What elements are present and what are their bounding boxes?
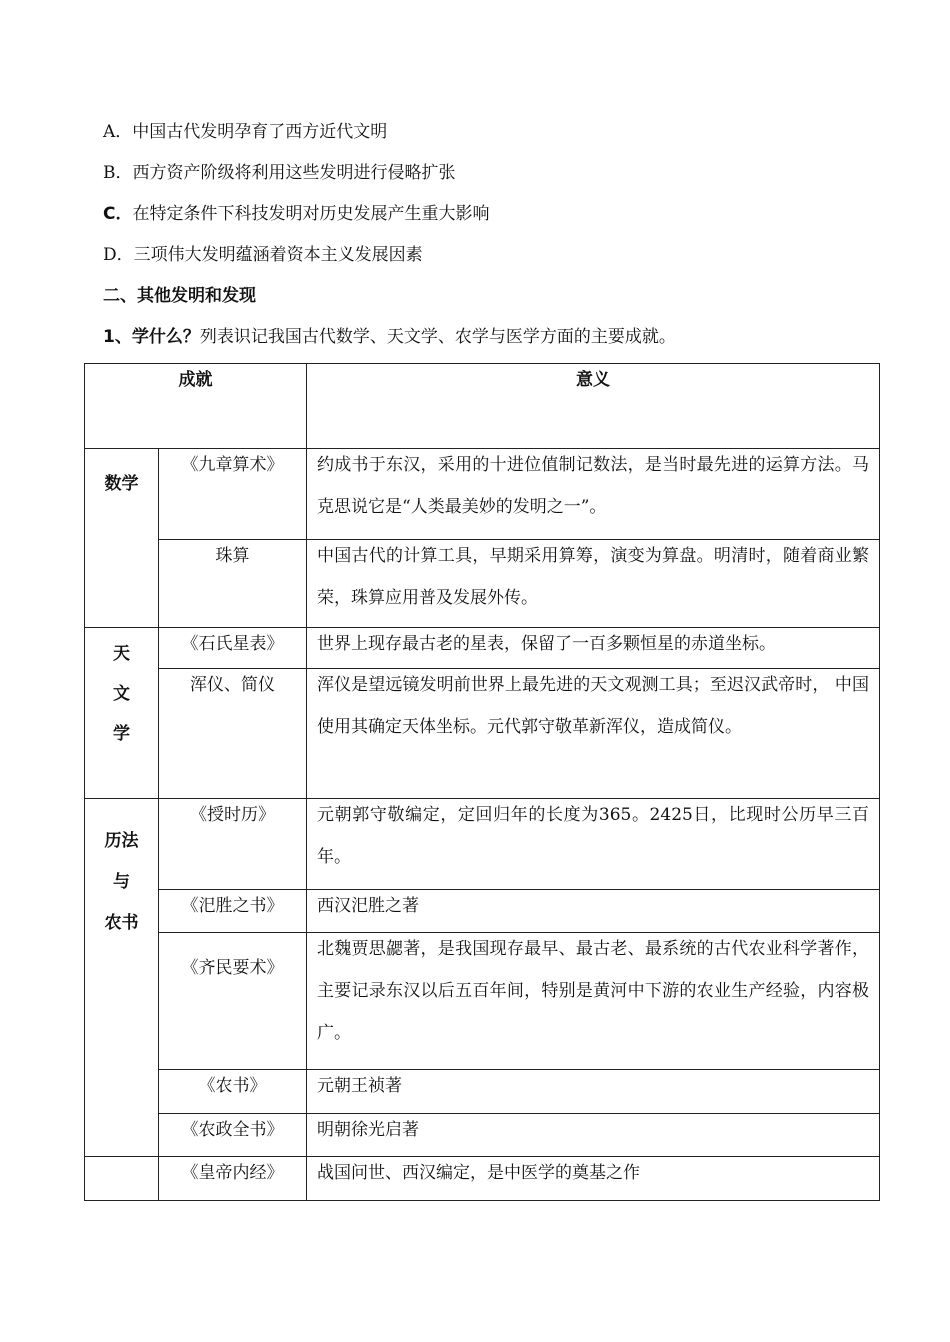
- category-math: 数学: [85, 449, 159, 628]
- item-meaning: 世界上现存最古老的星表，保留了一百多颗恒星的赤道坐标。: [307, 628, 880, 669]
- table-row: [85, 799, 880, 890]
- category-calendar-agri: [85, 799, 159, 1157]
- section-title: 二、其他发明和发现: [103, 286, 256, 306]
- question-line: [103, 325, 676, 349]
- table-row: [85, 540, 880, 628]
- table-header-row: [85, 364, 880, 449]
- category-calendar-agri-part: 与: [113, 872, 130, 892]
- question-text: 列表识记我国古代数学、天文学、农学与医学方面的主要成就。: [199, 327, 676, 347]
- table-row: [85, 890, 880, 933]
- item-meaning: [307, 540, 880, 628]
- item-name: 《农书》: [159, 1070, 307, 1114]
- category-calendar-agri-part: 农书: [104, 913, 139, 933]
- table-row: [85, 1114, 880, 1157]
- header-meaning: 意义: [307, 364, 880, 449]
- option-b: B．西方资产阶级将利用这些发明进行侵略扩张: [103, 163, 456, 183]
- option-c: [103, 202, 489, 226]
- category-astronomy-char: 文: [113, 684, 130, 704]
- category-calendar-agri-part: 历法: [104, 831, 139, 851]
- achievements-table: [84, 363, 880, 1201]
- item-meaning-text: 元朝郭守敬编定，定回归年的长度为365。2425日，比现时公历早三百年。: [317, 805, 869, 867]
- item-meaning: 西汉汜胜之著: [307, 890, 880, 933]
- item-meaning: 战国问世、西汉编定，是中医学的奠基之作: [307, 1157, 880, 1201]
- category-astronomy-char: 学: [113, 724, 130, 744]
- item-name: 《农政全书》: [159, 1114, 307, 1157]
- table-row: [85, 628, 880, 669]
- item-meaning-text: 约成书于东汉，采用的十进位值制记数法，是当时最先进的运算方法。马克思说它是“人类最美妙的发明之一”。: [317, 455, 869, 517]
- item-name: 《皇帝内经》: [159, 1157, 307, 1201]
- option-c-letter: C．: [103, 204, 133, 224]
- item-name: 《汜胜之书》: [159, 890, 307, 933]
- category-astronomy-char: 天: [113, 644, 130, 664]
- item-name: 《九章算术》: [159, 449, 307, 540]
- question-prefix: 1、学什么？: [103, 327, 200, 347]
- category-astronomy: [85, 628, 159, 799]
- item-meaning: [307, 449, 880, 540]
- item-meaning-text: 北魏贾思勰著，是我国现存最早、最古老、最系统的古代农业科学著作，主要记录东汉以后五百年间，特别是黄河中下游的农业生产经验，内容极广。: [317, 939, 869, 1043]
- option-a: A．中国古代发明孕育了西方近代文明: [103, 122, 388, 142]
- item-meaning-text: 中国古代的计算工具，早期采用算筹，演变为算盘。明清时，随着商业繁荣，珠算应用普及发展外传。: [317, 546, 869, 608]
- table-row: [85, 669, 880, 799]
- header-achievement: 成就: [85, 364, 307, 449]
- table-row: [85, 1157, 880, 1201]
- item-meaning: 明朝徐光启著: [307, 1114, 880, 1157]
- item-name: 珠算: [159, 540, 307, 628]
- item-name: 浑仪、简仪: [159, 669, 307, 799]
- category-medicine: [85, 1157, 159, 1201]
- option-c-text: 在特定条件下科技发明对历史发展产生重大影响: [132, 204, 490, 224]
- item-name: 《石氏星表》: [159, 628, 307, 669]
- item-meaning: [307, 799, 880, 890]
- item-meaning: 元朝王祯著: [307, 1070, 880, 1114]
- table-row: [85, 933, 880, 1070]
- item-meaning: [307, 669, 880, 799]
- item-name: 《齐民要术》: [159, 933, 307, 1070]
- table-row: [85, 1070, 880, 1114]
- item-meaning: [307, 933, 880, 1070]
- option-d: D．三项伟大发明蕴涵着资本主义发展因素: [103, 245, 423, 265]
- item-meaning-text: 浑仪是望远镜发明前世界上最先进的天文观测工具；至迟汉武帝时， 中国使用其确定天体坐标。元代郭守敬革新浑仪，造成简仪。: [317, 675, 869, 737]
- item-name: 《授时历》: [159, 799, 307, 890]
- table-row: [85, 449, 880, 540]
